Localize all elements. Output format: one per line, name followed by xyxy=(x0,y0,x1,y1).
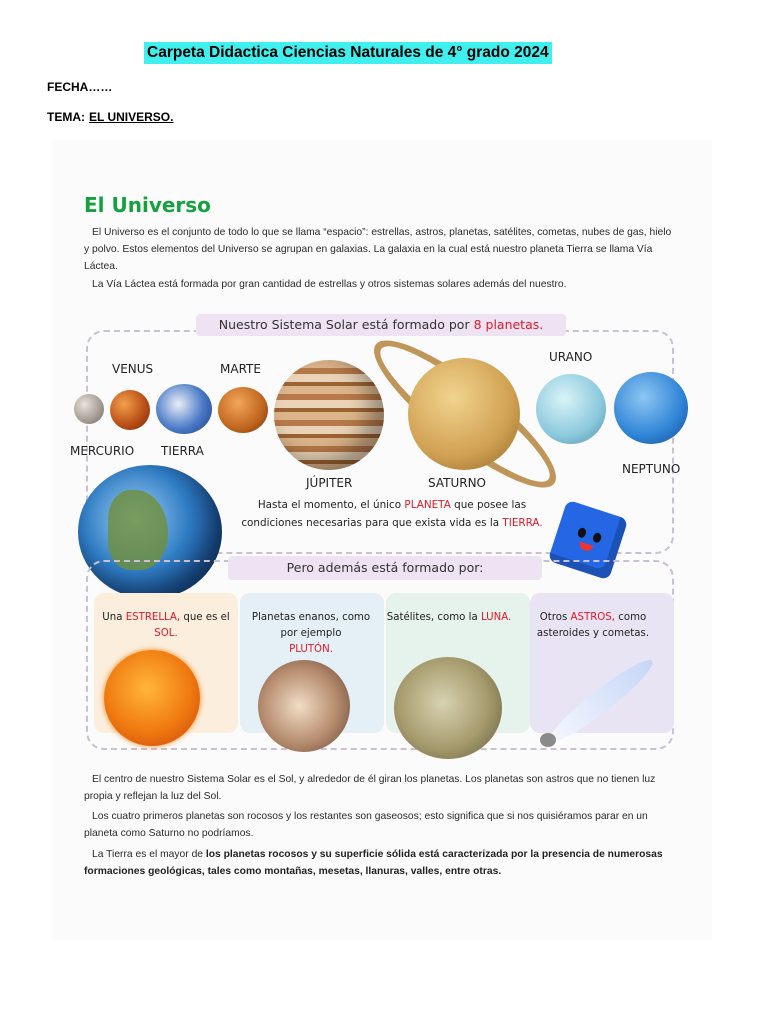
star-box-text: Una ESTRELLA, que es el SOL. xyxy=(102,612,230,639)
life-on-earth-text: Hasta el momento, el único PLANETA que posee las condiciones necesarias para que exista vida es la TIERRA. xyxy=(241,499,543,529)
intro-paragraph: El Universo es el conjunto de todo lo que se llama “espacio”: estrellas, astros, planetas, satélites, cometas, nubes de gas, hielo y polvo. Estos elementos del Universo se agrupan en galaxias. La galaxia en la cual está nuestro planeta Tierra se llama Vía Láctea. xyxy=(84,227,672,272)
comet-head-icon xyxy=(540,733,556,747)
sun-icon xyxy=(104,650,200,746)
venus-planet-icon xyxy=(110,390,150,430)
moon-icon xyxy=(394,657,502,759)
solar-system-title: Nuestro Sistema Solar está formado por 8 planetas. xyxy=(196,314,566,336)
pluto-icon xyxy=(258,660,350,752)
tema-label: TEMA: xyxy=(47,110,85,124)
solar-system-center-paragraph: El centro de nuestro Sistema Solar es el Sol, y alrededor de él giran los planetas. Los planetas son astros que no tienen luz propia y reflejan la luz del Sol. xyxy=(84,774,656,802)
rocky-gaseous-paragraph: Los cuatro primeros planetas son rocosos y los restantes son gaseosos; esto significa que si nos quisiéramos parar en un planeta como Saturno no podríamos. xyxy=(84,811,648,839)
uranus-planet-icon xyxy=(536,374,606,444)
label-jupiter: JÚPITER xyxy=(306,476,353,490)
satellite-box-text: Satélites, como la LUNA. xyxy=(386,612,512,623)
jupiter-planet-icon xyxy=(274,360,384,470)
other-bodies-title: Pero además está formado por: xyxy=(228,556,542,580)
dwarf-planet-box-text: Planetas enanos, como por ejemplo PLUTÓN. xyxy=(251,612,371,655)
earth-surface-paragraph: La Tierra es el mayor de los planetas rocosos y su superficie sólida está caracterizada por la presencia de numerosas formaciones geológicas, tales como montañas, mesetas, llanuras, valles, entre otras. xyxy=(84,849,663,877)
milky-way-paragraph: La Vía Láctea está formada por gran cantidad de estrellas y otros sistemas solares además del nuestro. xyxy=(92,279,567,290)
mars-planet-icon xyxy=(218,387,268,433)
label-venus: VENUS xyxy=(112,362,154,376)
fecha-label: FECHA…… xyxy=(47,80,113,94)
mercury-planet-icon xyxy=(74,394,104,424)
label-neptuno: NEPTUNO xyxy=(622,462,681,476)
astros-box-text: Otros ASTROS, como asteroides y cometas. xyxy=(536,612,650,639)
universe-heading: El Universo xyxy=(84,193,211,217)
document-title: Carpeta Didactica Ciencias Naturales de 4° grado 2024 xyxy=(144,42,552,64)
neptune-planet-icon xyxy=(614,372,688,444)
label-mercurio: MERCURIO xyxy=(70,444,135,458)
tema-line xyxy=(47,110,173,124)
saturn-planet-icon xyxy=(408,358,520,470)
label-saturno: SATURNO xyxy=(428,476,486,490)
earth-planet-icon xyxy=(156,384,212,434)
tema-value: EL UNIVERSO. xyxy=(89,110,174,124)
label-marte: MARTE xyxy=(220,362,261,376)
label-urano: URANO xyxy=(549,350,593,364)
label-tierra: TIERRA xyxy=(161,444,204,458)
